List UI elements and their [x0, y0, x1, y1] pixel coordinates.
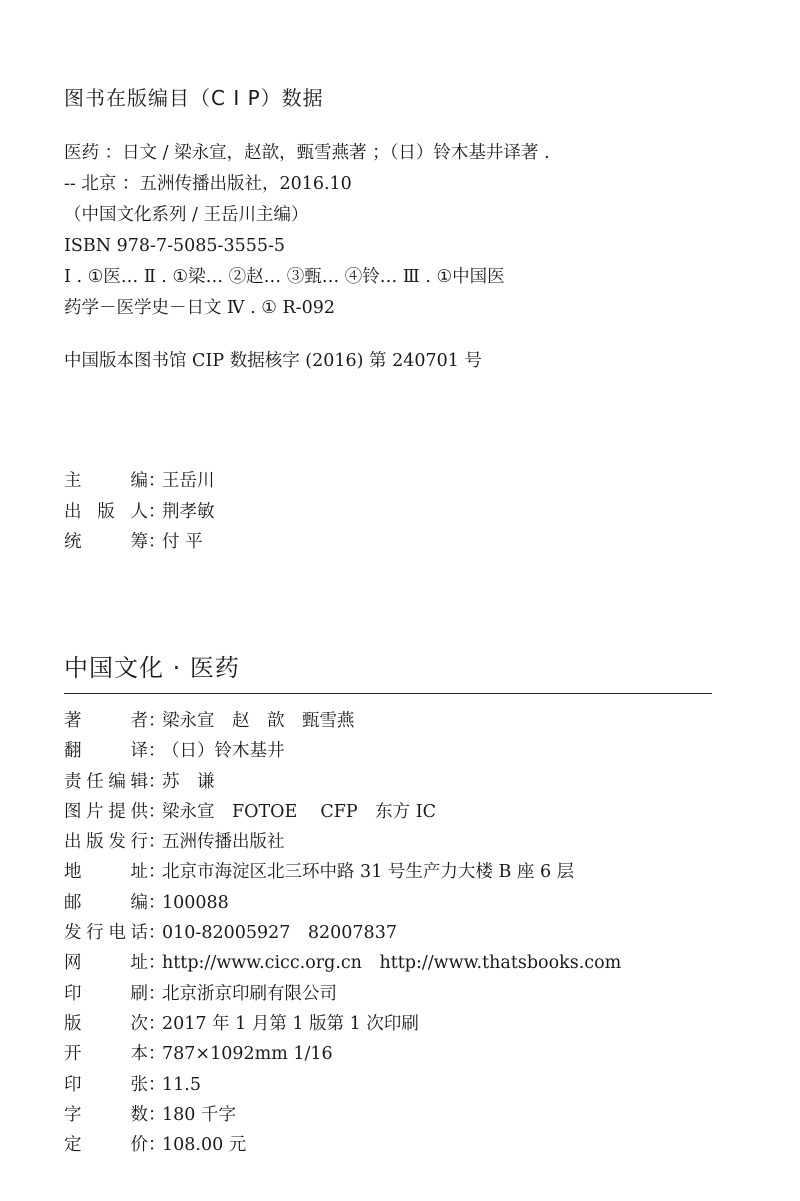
- colon: ：: [148, 501, 166, 522]
- detail-label: 责任编辑: [64, 771, 148, 792]
- detail-row: [64, 1130, 621, 1160]
- detail-value: 010-82005927 82007837: [162, 923, 397, 944]
- cip-line: 医药 ：日文 / 梁永宣，赵歆，甄雪燕著 ；（日）铃木基井译著 .: [64, 143, 550, 163]
- staff-value: 荆孝敏: [162, 501, 215, 522]
- detail-label: 发行电话: [64, 923, 148, 944]
- detail-label: 版次: [64, 1013, 148, 1034]
- colon: ：: [148, 801, 166, 822]
- cip-line: 药学－医学史－日文 Ⅳ . ① R-092: [64, 298, 335, 318]
- staff-row: [64, 497, 215, 528]
- detail-row: [64, 1039, 621, 1069]
- detail-label: 邮编: [64, 892, 148, 913]
- detail-value: 五洲传播出版社: [162, 832, 285, 853]
- detail-value: 梁永宣 赵 歆 甄雪燕: [162, 711, 355, 731]
- cip-entry: [64, 138, 754, 324]
- detail-label: 著者: [64, 711, 148, 731]
- colon: ：: [148, 1074, 166, 1095]
- detail-label: 字数: [64, 1104, 148, 1125]
- book-title: 中国文化 · 医药: [64, 654, 240, 682]
- cip-line: Ⅰ . ①医… Ⅱ . ①梁… ②赵… ③甄… ④铃… Ⅲ . ①中国医: [64, 267, 505, 287]
- colon: ：: [148, 1013, 166, 1034]
- colon: ：: [148, 832, 166, 853]
- colon: ：: [148, 892, 166, 913]
- colon: ：: [148, 711, 166, 731]
- cip-title: 图书在版编目（C I P）数据: [64, 86, 324, 110]
- detail-row: [64, 1100, 621, 1130]
- detail-row: [64, 948, 621, 978]
- colon: ：: [148, 1044, 166, 1065]
- detail-row: [64, 979, 621, 1009]
- colon: ：: [148, 862, 166, 883]
- cip-line: （中国文化系列 / 王岳川主编）: [64, 205, 309, 225]
- colon: ：: [148, 771, 166, 792]
- staff-list: [64, 466, 215, 558]
- detail-label: 图片提供: [64, 801, 148, 822]
- detail-value: 北京浙京印刷有限公司: [162, 983, 337, 1004]
- detail-row: [64, 888, 621, 918]
- publication-details: [64, 706, 621, 1160]
- colon: ：: [148, 532, 166, 553]
- detail-row: [64, 736, 621, 766]
- colon: ：: [148, 741, 166, 762]
- colon: ：: [148, 1104, 166, 1125]
- detail-value: 北京市海淀区北三环中路 31 号生产力大楼 B 座 6 层: [162, 862, 575, 883]
- detail-label: 翻译: [64, 741, 148, 762]
- detail-row: [64, 1070, 621, 1100]
- detail-row: [64, 767, 621, 797]
- staff-value: 付 平: [162, 532, 203, 553]
- staff-label: 统筹: [64, 532, 148, 553]
- cip-record-number: 中国版本图书馆 CIP 数据核字 (2016) 第 240701 号: [64, 351, 482, 371]
- detail-label: 出版发行: [64, 832, 148, 853]
- detail-row: [64, 706, 621, 736]
- detail-label: 网址: [64, 953, 148, 974]
- detail-value: 11.5: [162, 1074, 201, 1095]
- detail-value: （日）铃木基井: [162, 741, 285, 762]
- detail-value: 苏 谦: [162, 771, 215, 792]
- staff-value: 王岳川: [162, 471, 215, 491]
- title-divider: [64, 693, 712, 694]
- detail-label: 印张: [64, 1074, 148, 1095]
- colon: ：: [148, 953, 166, 974]
- staff-row: [64, 527, 215, 558]
- colon: ：: [148, 1135, 166, 1156]
- cip-line: -- 北京 ：五洲传播出版社，2016.10: [64, 174, 352, 194]
- detail-value: 787×1092mm 1/16: [162, 1044, 333, 1065]
- cip-line: ISBN 978-7-5085-3555-5: [64, 236, 286, 256]
- detail-value: 180 千字: [162, 1104, 236, 1125]
- detail-row: [64, 797, 621, 827]
- detail-label: 开本: [64, 1044, 148, 1065]
- detail-row: [64, 857, 621, 887]
- detail-label: 印刷: [64, 983, 148, 1004]
- detail-label: 地址: [64, 862, 148, 883]
- colon: ：: [148, 471, 166, 491]
- detail-value: 108.00 元: [162, 1135, 247, 1156]
- staff-label: 主编: [64, 471, 148, 491]
- detail-row: [64, 827, 621, 857]
- staff-label: 出版人: [64, 501, 148, 522]
- colon: ：: [148, 983, 166, 1004]
- detail-value: http://www.cicc.org.cn http://www.thatsbooks.com: [162, 953, 622, 974]
- detail-row: [64, 918, 621, 948]
- colon: ：: [148, 923, 166, 944]
- detail-row: [64, 1009, 621, 1039]
- detail-label: 定价: [64, 1135, 148, 1156]
- detail-value: 100088: [162, 892, 229, 913]
- staff-row: [64, 466, 215, 497]
- detail-value: 2017 年 1 月第 1 版第 1 次印刷: [162, 1013, 419, 1034]
- detail-value: 梁永宣 FOTOE CFP 东方 IC: [162, 801, 437, 822]
